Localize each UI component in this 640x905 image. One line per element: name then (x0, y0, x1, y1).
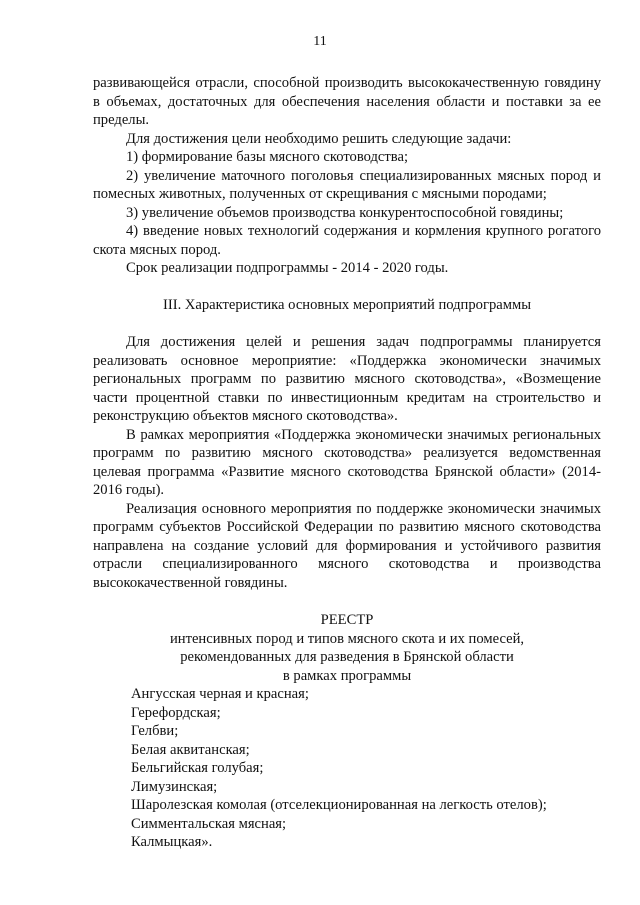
breed-list-item: Шаролезская комолая (отселекционированная на легкость отелов); (131, 797, 547, 813)
breed-list-item: Герефордская; (131, 704, 221, 721)
breed-list-item: Калмыцкая». (131, 834, 213, 850)
page-number: 11 (313, 34, 327, 49)
task-item-1: 1) формирование базы мясного скотоводства; (126, 149, 409, 165)
document-body (93, 74, 601, 852)
section-paragraph-1: Для достижения целей и решения задач подпрограммы планируется реализовать основное мероприятие: «Поддержка экономически значимых региональных программ по развитию мясного скотоводства», «Возмещение части процентной ставки по инвестиционным кредитам на строительство и реконструкцию объектов мясного скотоводства». (93, 334, 601, 424)
registry-subtitle-line: в рамках программы (282, 667, 412, 684)
registry-subtitle-line: интенсивных пород и типов мясного скота и их помесей, (169, 630, 525, 647)
registry-subtitle-line: рекомендованных для разведения в Брянской области (180, 649, 514, 665)
task-item-4: 4) введение новых технологий содержания и кормления крупного рогатого скота мясных пород. (93, 223, 601, 258)
registry-title: РЕЕСТР (320, 612, 374, 628)
breed-list-item: Белая аквитанская; (131, 741, 250, 758)
program-term: Срок реализации подпрограммы - 2014 - 2020 годы. (126, 260, 449, 276)
breed-list-item: Бельгийская голубая; (131, 760, 264, 776)
task-item-2: 2) увеличение маточного поголовья специализированных мясных пород и помесных животных, полученных от скрещивания с мясными породами; (93, 167, 601, 202)
tasks-intro: Для достижения цели необходимо решить следующие задачи: (126, 130, 512, 147)
section-heading: III. Характеристика основных мероприятий подпрограммы (162, 296, 531, 313)
breed-list-item: Симментальская мясная; (131, 815, 287, 832)
section-paragraph-2: В рамках мероприятия «Поддержка экономически значимых региональных программ по развитию мясного скотоводства» реализуется ведомственная целевая программа «Развитие мясного скотоводства Брянской области» (2014-2016 годы). (93, 426, 601, 498)
breed-list (93, 685, 601, 852)
intro-paragraph-continuation: развивающейся отрасли, способной производить высококачественную говядину в объемах, достаточных для обеспечения населения области и поставки за ее пределы. (93, 75, 601, 128)
breed-list-item: Лимузинская; (131, 778, 218, 795)
task-item-3: 3) увеличение объемов производства конкурентоспособной говядины; (126, 204, 564, 221)
section-paragraph-3: Реализация основного мероприятия по поддержке экономически значимых программ субъектов Российской Федерации по развитию мясного скотоводства направлена на создание условий для формирования и устойчивого развития отрасли специализированного мясного скотоводства и производства высококачественной говядины. (93, 500, 601, 591)
breed-list-item: Гелбви; (131, 723, 179, 739)
breed-list-item: Ангусская черная и красная; (131, 686, 309, 702)
